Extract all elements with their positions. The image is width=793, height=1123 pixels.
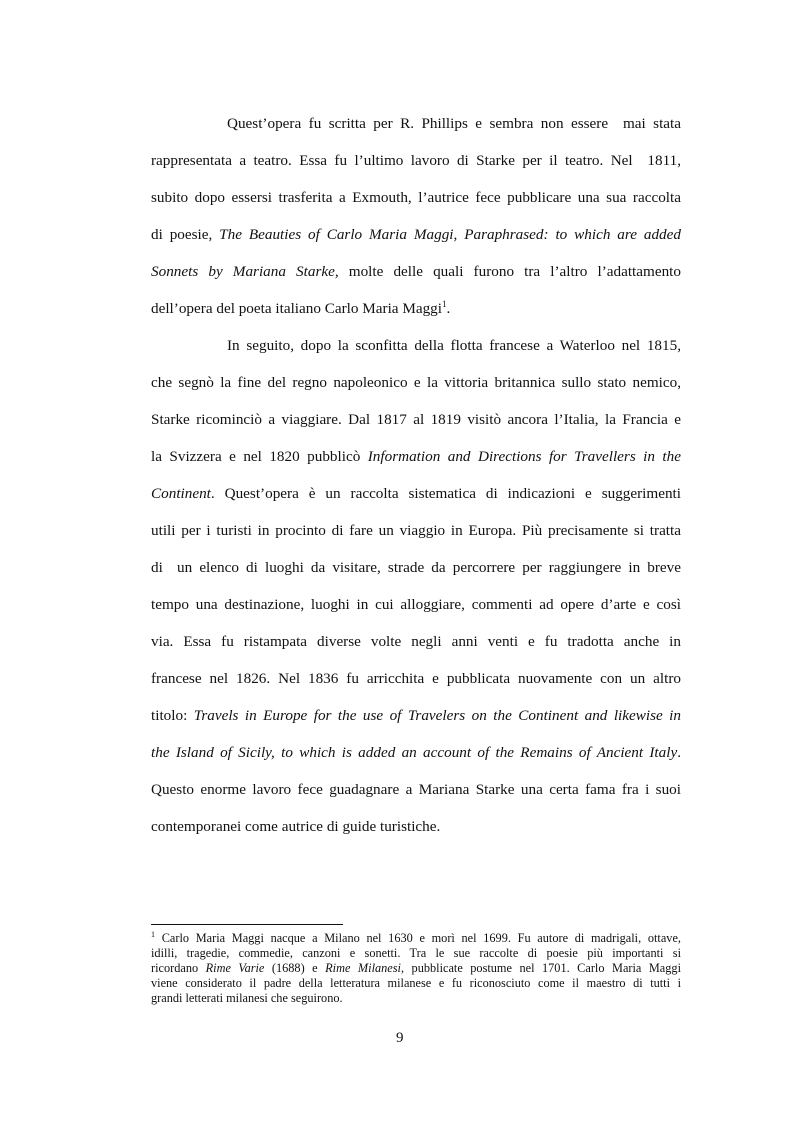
book-title: the Island of Sicily, to which is added an account of the Remains of Ancient Italy [151, 744, 678, 761]
text-line: Sonnets by Mariana Starke, molte delle quali furono tra l’altro l’adattamento [151, 263, 681, 280]
text-line: Questo enorme lavoro fece guadagnare a Mariana Starke una certa fama fra i suoi [151, 781, 681, 798]
book-title: Rime Milanesi [325, 961, 401, 975]
text-line: utili per i turisti in procinto di fare un viaggio in Europa. Più precisamente si tratta [151, 522, 681, 539]
text-line: Starke ricominciò a viaggiare. Dal 1817 al 1819 visitò ancora l’Italia, la Francia e [151, 411, 681, 428]
text-line: Quest’opera fu scritta per R. Phillips e sembra non essere mai stata [227, 115, 681, 132]
text-line: francese nel 1826. Nel 1836 fu arricchita e pubblicata nuovamente con un altro [151, 670, 681, 687]
footnote-line: $^1$ Carlo Maria Maggi nacque a Milano nel 1630 e morì nel 1699. Fu autore di madrigali, ottave, [151, 929, 681, 945]
text-line: dell’opera del poeta italiano Carlo Maria Maggi$^1$. [151, 298, 451, 317]
text-line: di un elenco di luoghi da visitare, strade da percorrere per raggiungere in breve [151, 559, 681, 576]
book-title: Travels in Europe for the use of Travelers on the Continent and likewise in [193, 707, 681, 724]
text-line: che segnò la fine del regno napoleonico e la vittoria britannica sullo stato nemico, [151, 374, 681, 391]
text-line: la Svizzera e nel 1820 pubblicò Information and Directions for Travellers in the [151, 448, 681, 465]
book-title: Rime Varie [205, 961, 265, 975]
page-number: 9 [396, 1030, 404, 1046]
footnote-reference[interactable]: 1 [442, 298, 447, 309]
text-line: Continent. Quest’opera è un raccolta sistematica di indicazioni e suggerimenti [151, 485, 681, 502]
footnote-separator [151, 924, 343, 925]
text-line: In seguito, dopo la sconfitta della flotta francese a Waterloo nel 1815, [227, 337, 681, 354]
book-title: Information and Directions for Travellers in the [367, 448, 681, 465]
footnote-line: viene considerato il padre della letteratura milanese e fu riconosciuto come il maestro di tutti i [151, 976, 681, 990]
footnote-mark: 1 [151, 929, 155, 939]
book-title: The Beauties of Carlo Maria Maggi, Paraphrased: to which are added [219, 226, 681, 243]
book-title: Continent [151, 485, 211, 502]
footnote-line: idilli, tragedie, commedie, canzoni e sonetti. Tra le sue raccolte di poesie più importanti si [151, 946, 681, 960]
text-line: di poesie, The Beauties of Carlo Maria Maggi, Paraphrased: to which are added [151, 226, 681, 243]
text-line: tempo una destinazione, luoghi in cui alloggiare, commenti ad opere d’arte e così [151, 596, 681, 613]
footnote-line: ricordano Rime Varie (1688) e Rime Milanesi, pubblicate postume nel 1701. Carlo Maria Maggi [151, 961, 681, 975]
text-line: subito dopo essersi trasferita a Exmouth, l’autrice fece pubblicare una sua raccolta [151, 189, 681, 206]
text-line: the Island of Sicily, to which is added an account of the Remains of Ancient Italy. [151, 744, 681, 761]
text-line: contemporanei come autrice di guide turistiche. [151, 818, 441, 835]
book-title: Sonnets by Mariana Starke, [151, 263, 339, 280]
footnote-line: grandi letterati milanesi che seguirono. [151, 991, 343, 1005]
text-line: titolo: Travels in Europe for the use of Travelers on the Continent and likewise in [151, 707, 681, 724]
text-line: via. Essa fu ristampata diverse volte negli anni venti e fu tradotta anche in [151, 633, 681, 650]
text-line: rappresentata a teatro. Essa fu l’ultimo lavoro di Starke per il teatro. Nel 1811, [151, 152, 681, 169]
